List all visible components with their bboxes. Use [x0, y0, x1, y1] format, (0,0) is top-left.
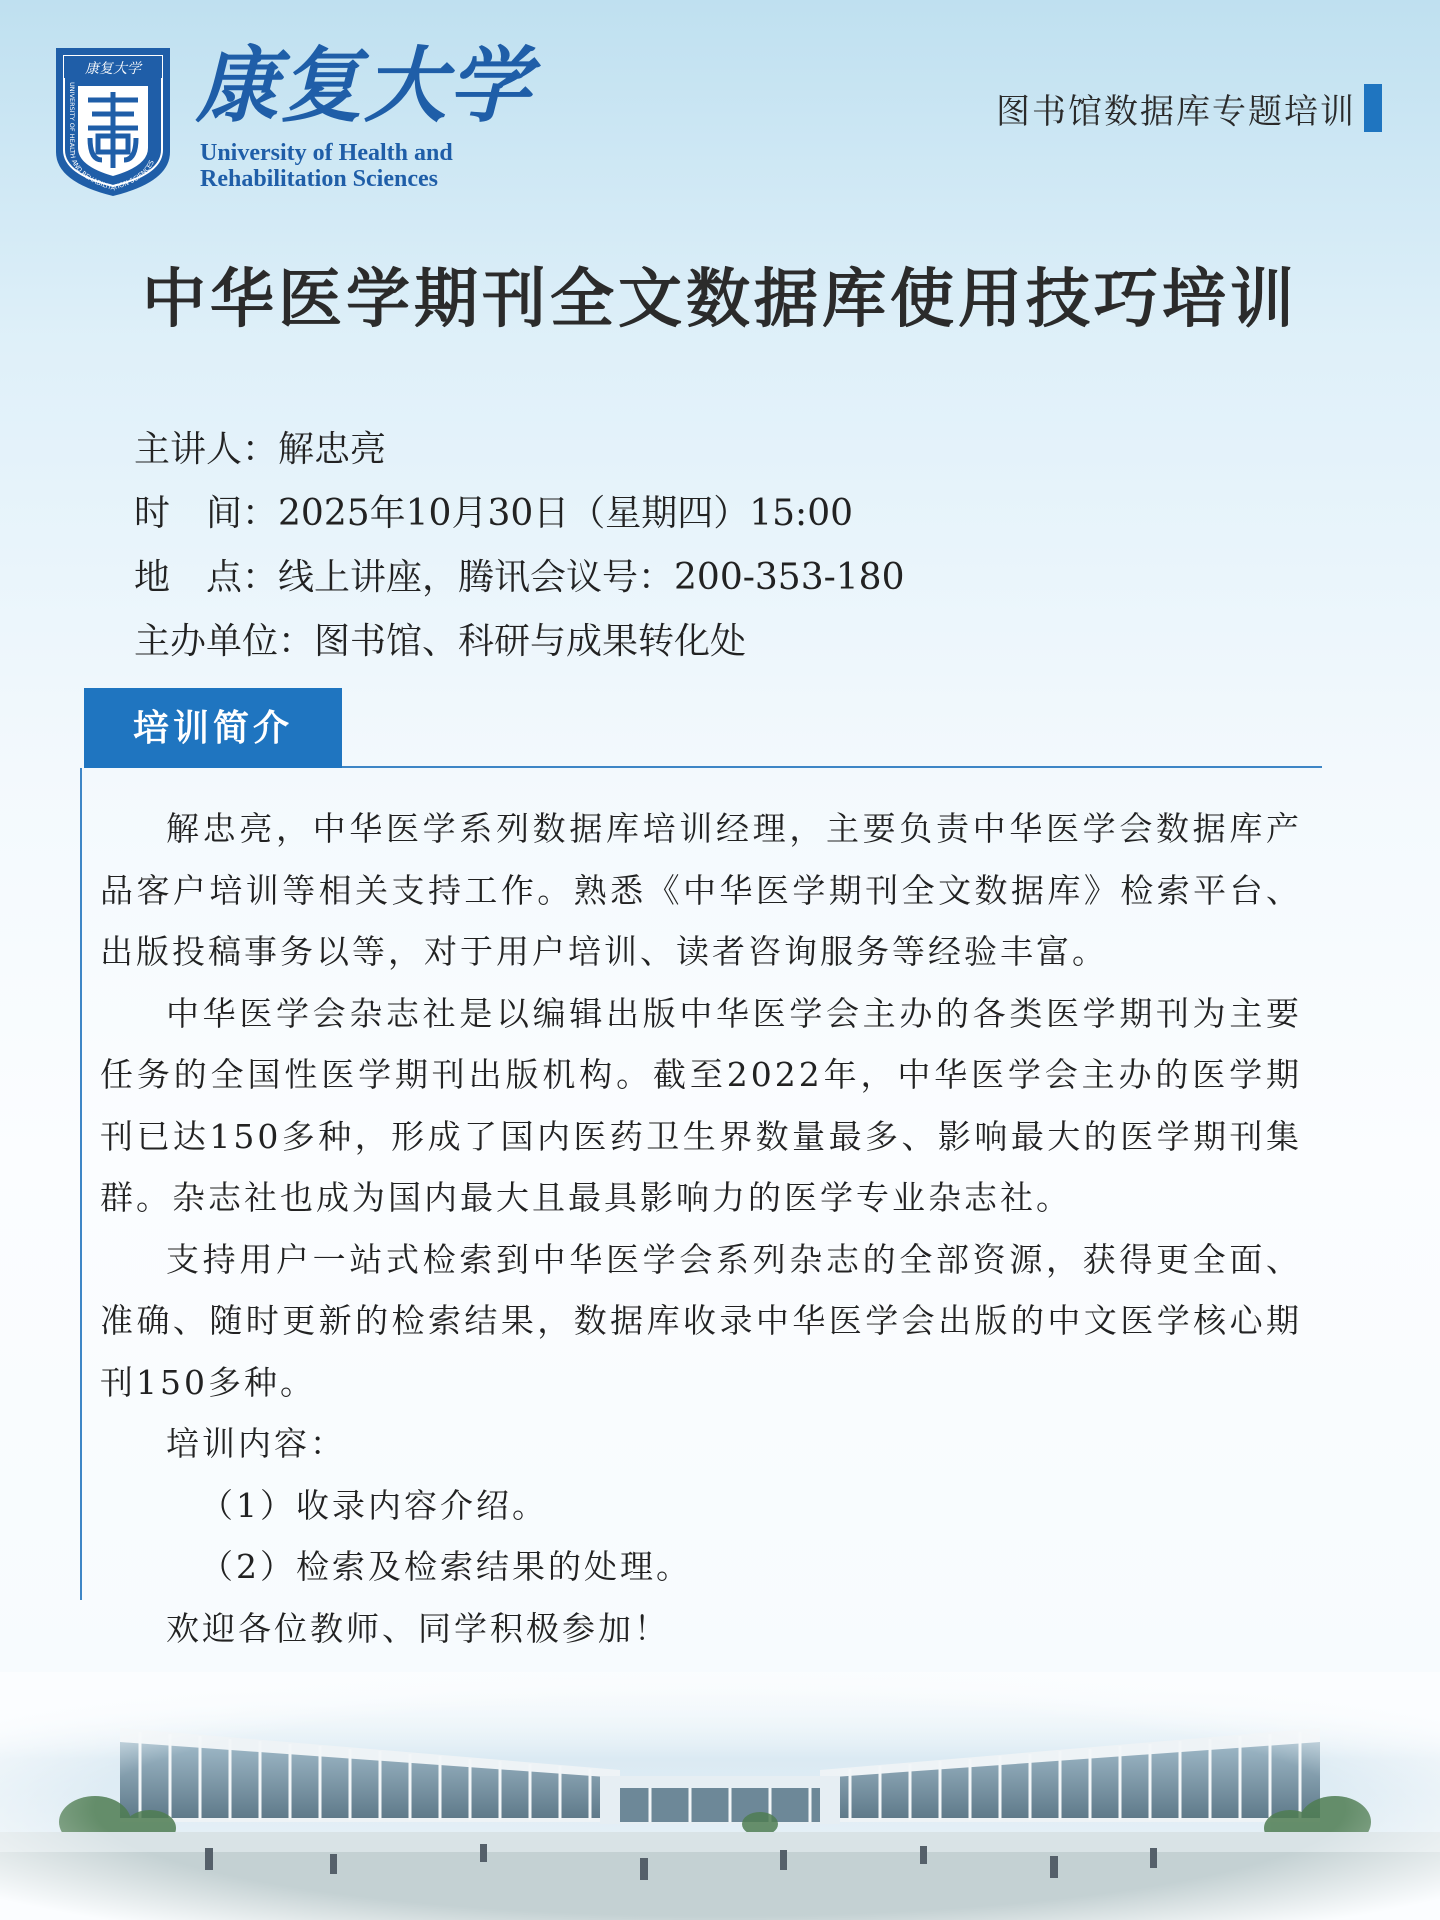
time-row — [134, 482, 904, 546]
university-seal-icon — [50, 42, 176, 200]
speaker-row — [134, 418, 904, 482]
series-accent-bar — [1364, 84, 1382, 132]
campus-building-illustration — [0, 1672, 1440, 1920]
speaker-value: 解忠亮 — [278, 429, 387, 470]
university-name-en-line2: Rehabilitation Sciences — [200, 166, 438, 192]
place-value: 线上讲座，腾讯会议号：200-353-180 — [278, 557, 905, 598]
section-divider — [342, 766, 1322, 768]
paragraph-database-intro: 支持用户一站式检索到中华医学会系列杂志的全部资源，获得更全面、准确、随时更新的检索结果，数据库收录中华医学会出版的中文医学核心期刊150多种。 — [100, 1239, 1302, 1402]
seal-ring-text: UNIVERSITY OF HEALTH AND REHABILITATION SCIENCES — [67, 82, 156, 193]
university-name-en-line1: University of Health and — [200, 140, 453, 166]
speaker-label: 主讲人： — [134, 429, 279, 470]
event-info — [134, 418, 904, 674]
host-label: 主办单位： — [134, 621, 315, 662]
host-row — [134, 610, 904, 674]
section-left-border — [80, 768, 82, 1600]
closing-text: 欢迎各位教师、同学积极参加！ — [166, 1608, 670, 1648]
paragraph-publisher-intro: 中华医学会杂志社是以编辑出版中华医学会主办的各类医学期刊为主要任务的全国性医学期刊出版机构。截至2022年，中华医学会主办的医学期刊已达150多种，形成了国内医药卫生界数量最多、影响最大的医学期刊集群。杂志社也成为国内最大且最具影响力的医学专业杂志社。 — [100, 993, 1302, 1217]
host-value: 图书馆、科研与成果转化处 — [314, 621, 747, 662]
section-body — [100, 798, 1302, 1659]
series-label: 图书馆数据库专题培训 — [996, 92, 1356, 132]
place-label: 地 点： — [134, 557, 279, 598]
training-content-heading: 培训内容： — [166, 1424, 346, 1463]
time-value: 2025年10月30日（星期四）15:00 — [278, 493, 853, 534]
list-item: （2）检索及检索结果的处理。 — [200, 1547, 692, 1586]
section-title: 培训简介 — [84, 688, 342, 768]
university-name-cn: 康复大学 — [196, 38, 532, 134]
paragraph-speaker-intro: 解忠亮，中华医学系列数据库培训经理，主要负责中华医学会数据库产品客户培训等相关支持工作。熟悉《中华医学期刊全文数据库》检索平台、出版投稿事务以等，对于用户培训、读者咨询服务等经验丰富。 — [100, 809, 1302, 971]
place-row — [134, 546, 904, 610]
page-title: 中华医学期刊全文数据库使用技巧培训 — [142, 262, 1298, 337]
seal-top-text: 康复大学 — [85, 61, 141, 77]
time-label: 时 间： — [134, 493, 279, 534]
list-item: （1）收录内容介绍。 — [200, 1485, 548, 1525]
university-name-en — [200, 140, 500, 192]
